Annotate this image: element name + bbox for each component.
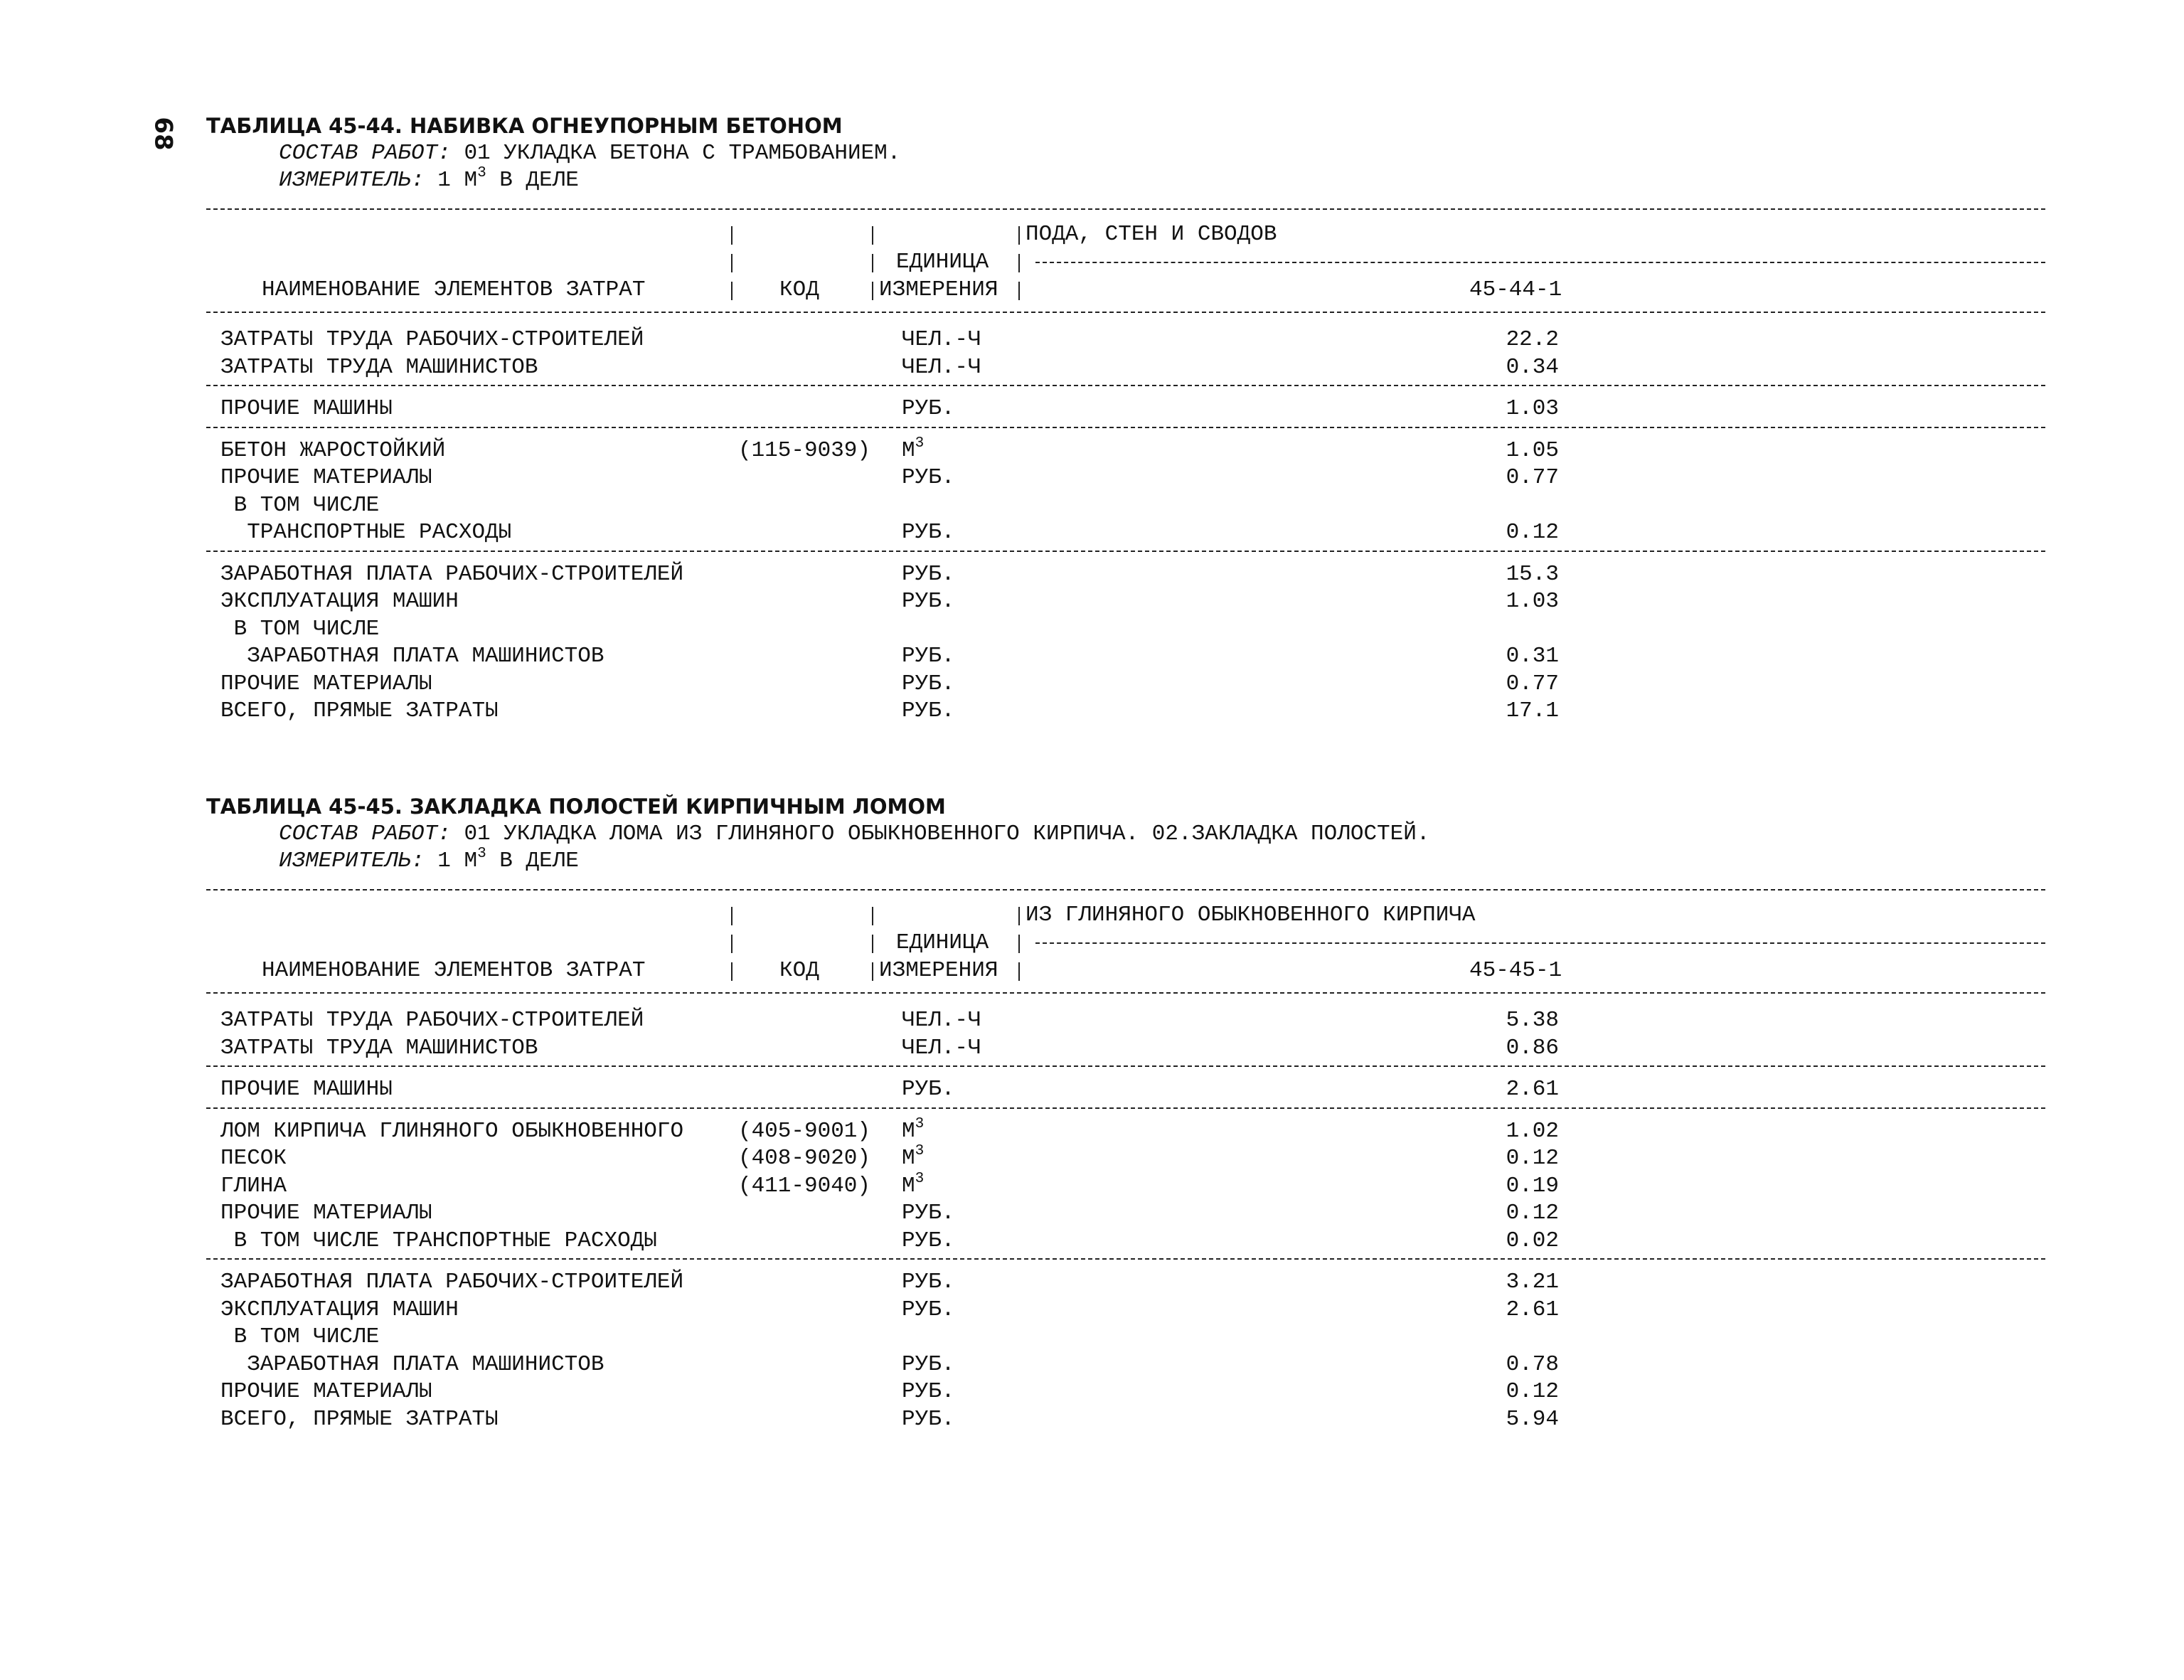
row-unit: РУБ. <box>902 465 955 490</box>
row-value: 0.86 <box>1506 1035 1559 1060</box>
row-unit: РУБ. <box>902 396 955 421</box>
work-composition-label: СОСТАВ РАБОТ: <box>279 822 464 846</box>
column-separator <box>1018 254 1020 272</box>
table-title: ТАБЛИЦА 45-45. ЗАКЛАДКА ПОЛОСТЕЙ КИРПИЧНЫМ ЛОМОМ <box>206 794 946 819</box>
measure-unit-exponent: 3 <box>477 846 486 862</box>
column-separator <box>1018 962 1020 981</box>
column-separator <box>731 226 733 245</box>
measure-unit-suffix: В ДЕЛЕ <box>486 168 579 193</box>
row-name: ПРОЧИЕ МАТЕРИАЛЫ <box>220 465 432 490</box>
header-bottom-rule <box>206 312 2045 313</box>
row-unit-exponent: 3 <box>915 1170 925 1187</box>
row-unit: ЧЕЛ.-Ч <box>902 327 981 352</box>
column-separator <box>1018 226 1020 245</box>
row-unit: РУБ. <box>902 644 955 669</box>
row-unit: $М^3$ <box>902 435 925 463</box>
row-unit: РУБ. <box>902 671 955 696</box>
row-name: ЗАТРАТЫ ТРУДА МАШИНИСТОВ <box>220 1035 538 1060</box>
row-code: (411-9040) <box>737 1173 870 1198</box>
table-row <box>0 1324 2184 1351</box>
row-value: 17.1 <box>1506 698 1559 723</box>
header-unit-label: ЕДИНИЦА <box>896 930 989 955</box>
group-separator-rule <box>206 385 2045 386</box>
table-row <box>0 644 2184 671</box>
header-norm-code: 45-45-1 <box>1469 958 1562 983</box>
table-row <box>0 589 2184 616</box>
row-code: (115-9039) <box>737 437 870 463</box>
header-code-label: КОД <box>779 958 819 983</box>
page-number: 68 <box>149 117 178 151</box>
table-row <box>0 1407 2184 1434</box>
header-sub-rule <box>1035 942 2045 944</box>
header-unit-label: ЕДИНИЦА <box>896 250 989 275</box>
table-row <box>0 1297 2184 1324</box>
table-row <box>0 617 2184 644</box>
row-name: В ТОМ ЧИСЛЕ ТРАНСПОРТНЫЕ РАСХОДЫ <box>220 1228 657 1253</box>
table-row <box>0 1077 2184 1104</box>
row-unit: РУБ. <box>902 1379 955 1404</box>
measure-unit-value: 1 М <box>437 849 478 873</box>
row-name: ЗАРАБОТНАЯ ПЛАТА РАБОЧИХ-СТРОИТЕЛЕЙ <box>220 1270 684 1294</box>
measure-unit <box>279 846 579 873</box>
row-name: ПРОЧИЕ МАТЕРИАЛЫ <box>220 1201 432 1226</box>
table-row <box>0 435 2184 465</box>
table-row <box>0 327 2184 354</box>
row-value: 0.34 <box>1506 354 1559 380</box>
row-unit: ЧЕЛ.-Ч <box>902 354 981 380</box>
table-row <box>0 355 2184 382</box>
row-name: В ТОМ ЧИСЛЕ <box>220 616 380 642</box>
row-value: 0.77 <box>1506 465 1559 490</box>
header-sub-rule <box>1035 262 2045 263</box>
row-name: ЗАРАБОТНАЯ ПЛАТА РАБОЧИХ-СТРОИТЕЛЕЙ <box>220 561 684 587</box>
row-name: ПРОЧИЕ МАШИНЫ <box>220 1077 393 1102</box>
column-separator <box>1018 907 1020 925</box>
work-composition <box>279 141 900 166</box>
group-separator-rule <box>206 427 2045 428</box>
row-value: 0.12 <box>1506 1146 1559 1171</box>
table-row <box>0 1352 2184 1379</box>
row-name: ЗАТРАТЫ ТРУДА МАШИНИСТОВ <box>220 354 538 380</box>
row-unit: РУБ. <box>902 1270 955 1294</box>
row-name: ЗАРАБОТНАЯ ПЛАТА МАШИНИСТОВ <box>220 644 604 669</box>
row-value: 2.61 <box>1506 1077 1559 1102</box>
column-separator <box>872 935 873 953</box>
header-name-label: НАИМЕНОВАНИЕ ЭЛЕМЕНТОВ ЗАТРАТ <box>262 958 646 983</box>
work-composition-text: 01 УКЛАДКА БЕТОНА С ТРАМБОВАНИЕМ. <box>464 141 901 166</box>
row-name: ЭКСПЛУАТАЦИЯ МАШИН <box>220 1297 459 1322</box>
row-value: 5.94 <box>1506 1406 1559 1432</box>
row-name: БЕТОН ЖАРОСТОЙКИЙ <box>220 437 446 463</box>
row-unit-exponent: 3 <box>915 1115 925 1132</box>
header-name-label: НАИМЕНОВАНИЕ ЭЛЕМЕНТОВ ЗАТРАТ <box>262 277 646 302</box>
header-code-label: КОД <box>779 277 819 302</box>
row-unit: ЧЕЛ.-Ч <box>902 1035 981 1060</box>
measure-unit-exponent: 3 <box>477 165 486 181</box>
column-separator <box>872 282 873 300</box>
column-separator <box>1018 282 1020 300</box>
table-row <box>0 396 2184 423</box>
row-name: ГЛИНА <box>220 1173 287 1198</box>
measure-unit-label: ИЗМЕРИТЕЛЬ: <box>279 849 438 873</box>
measure-unit-value: 1 М <box>437 168 478 193</box>
group-separator-rule <box>206 1065 2045 1067</box>
table-row <box>0 562 2184 589</box>
header-unit-label-2: ИЗМЕРЕНИЯ <box>879 277 998 302</box>
norm-table <box>0 114 2184 797</box>
column-separator <box>1018 935 1020 953</box>
row-unit: РУБ. <box>902 1406 955 1432</box>
table-row <box>0 1036 2184 1063</box>
row-value: 1.03 <box>1506 589 1559 614</box>
measure-unit <box>279 165 579 193</box>
row-value: 3.21 <box>1506 1270 1559 1294</box>
row-unit: $М^3$ <box>902 1143 925 1171</box>
row-unit: РУБ. <box>902 561 955 587</box>
header-top-rule <box>206 208 2045 210</box>
group-separator-rule <box>206 1258 2045 1260</box>
row-name: ЭКСПЛУАТАЦИЯ МАШИН <box>220 589 459 614</box>
row-unit: РУБ. <box>902 1201 955 1226</box>
work-composition-label: СОСТАВ РАБОТ: <box>279 141 464 166</box>
row-code: (408-9020) <box>737 1146 870 1171</box>
row-name: ВСЕГО, ПРЯМЫЕ ЗАТРАТЫ <box>220 1406 499 1432</box>
column-separator <box>731 935 733 953</box>
row-name: В ТОМ ЧИСЛЕ <box>220 492 380 518</box>
row-name: ВСЕГО, ПРЯМЫЕ ЗАТРАТЫ <box>220 698 499 723</box>
row-unit: РУБ. <box>902 589 955 614</box>
row-name: ТРАНСПОРТНЫЕ РАСХОДЫ <box>220 520 512 545</box>
row-unit: РУБ. <box>902 1077 955 1102</box>
column-separator <box>872 226 873 245</box>
row-value: 1.05 <box>1506 437 1559 463</box>
table-row <box>0 1379 2184 1406</box>
group-separator-rule <box>206 1107 2045 1109</box>
row-name: ПРОЧИЕ МАТЕРИАЛЫ <box>220 1379 432 1404</box>
table-row <box>0 1201 2184 1228</box>
row-value: 0.12 <box>1506 1201 1559 1226</box>
row-value: 1.02 <box>1506 1118 1559 1144</box>
column-separator <box>731 282 733 300</box>
group-separator-rule <box>206 551 2045 552</box>
row-value: 15.3 <box>1506 561 1559 587</box>
row-name: ЗАРАБОТНАЯ ПЛАТА МАШИНИСТОВ <box>220 1351 604 1377</box>
header-group-label: ПОДА, СТЕН И СВОДОВ <box>1026 222 1277 247</box>
measure-unit-label: ИЗМЕРИТЕЛЬ: <box>279 168 438 193</box>
row-name: ЗАТРАТЫ ТРУДА РАБОЧИХ-СТРОИТЕЛЕЙ <box>220 1008 644 1033</box>
work-composition <box>279 822 1429 846</box>
row-value: 0.77 <box>1506 671 1559 696</box>
table-row <box>0 493 2184 520</box>
row-value: 22.2 <box>1506 327 1559 352</box>
table-row <box>0 520 2184 547</box>
row-unit-exponent: 3 <box>915 1143 925 1159</box>
row-name: ЛОМ КИРПИЧА ГЛИНЯНОГО ОБЫКНОВЕННОГО <box>220 1118 684 1144</box>
table-row <box>0 465 2184 492</box>
header-unit-label-2: ИЗМЕРЕНИЯ <box>879 958 998 983</box>
row-name: ПРОЧИЕ МАШИНЫ <box>220 396 393 421</box>
row-unit: РУБ. <box>902 1228 955 1253</box>
header-group-label: ИЗ ГЛИНЯНОГО ОБЫКНОВЕННОГО КИРПИЧА <box>1026 903 1476 927</box>
row-value: 0.31 <box>1506 644 1559 669</box>
table-row <box>0 1270 2184 1297</box>
column-separator <box>731 962 733 981</box>
row-unit: $М^3$ <box>902 1115 925 1144</box>
table-row <box>0 1008 2184 1035</box>
header-bottom-rule <box>206 992 2045 994</box>
table-row <box>0 1228 2184 1255</box>
measure-unit-suffix: В ДЕЛЕ <box>486 849 579 873</box>
row-unit: РУБ. <box>902 698 955 723</box>
column-separator <box>872 962 873 981</box>
header-norm-code: 45-44-1 <box>1469 277 1562 302</box>
row-name: ЗАТРАТЫ ТРУДА РАБОЧИХ-СТРОИТЕЛЕЙ <box>220 327 644 352</box>
row-value: 0.19 <box>1506 1173 1559 1198</box>
row-unit: РУБ. <box>902 520 955 545</box>
table-row <box>0 1170 2184 1201</box>
row-value: 5.38 <box>1506 1008 1559 1033</box>
table-row <box>0 671 2184 698</box>
column-separator <box>731 907 733 925</box>
norm-table <box>0 794 2184 1477</box>
table-row <box>0 1115 2184 1146</box>
column-separator <box>731 254 733 272</box>
table-row <box>0 1143 2184 1173</box>
table-title: ТАБЛИЦА 45-44. НАБИВКА ОГНЕУПОРНЫМ БЕТОНОМ <box>206 114 843 138</box>
row-name: ПРОЧИЕ МАТЕРИАЛЫ <box>220 671 432 696</box>
row-unit: РУБ. <box>902 1351 955 1377</box>
header-top-rule <box>206 889 2045 890</box>
row-value: 0.78 <box>1506 1351 1559 1377</box>
column-separator <box>872 254 873 272</box>
row-value: 0.02 <box>1506 1228 1559 1253</box>
row-code: (405-9001) <box>737 1118 870 1144</box>
row-name: В ТОМ ЧИСЛЕ <box>220 1324 380 1349</box>
row-value: 0.12 <box>1506 1379 1559 1404</box>
row-unit: $М^3$ <box>902 1170 925 1198</box>
row-value: 0.12 <box>1506 520 1559 545</box>
row-value: 1.03 <box>1506 396 1559 421</box>
row-value: 2.61 <box>1506 1297 1559 1322</box>
work-composition-text: 01 УКЛАДКА ЛОМА ИЗ ГЛИНЯНОГО ОБЫКНОВЕННОГО КИРПИЧА. 02.ЗАКЛАДКА ПОЛОСТЕЙ. <box>464 822 1430 846</box>
row-unit: РУБ. <box>902 1297 955 1322</box>
row-name: ПЕСОК <box>220 1146 287 1171</box>
row-unit-exponent: 3 <box>915 435 925 452</box>
row-unit: ЧЕЛ.-Ч <box>902 1008 981 1033</box>
table-row <box>0 698 2184 725</box>
column-separator <box>872 907 873 925</box>
